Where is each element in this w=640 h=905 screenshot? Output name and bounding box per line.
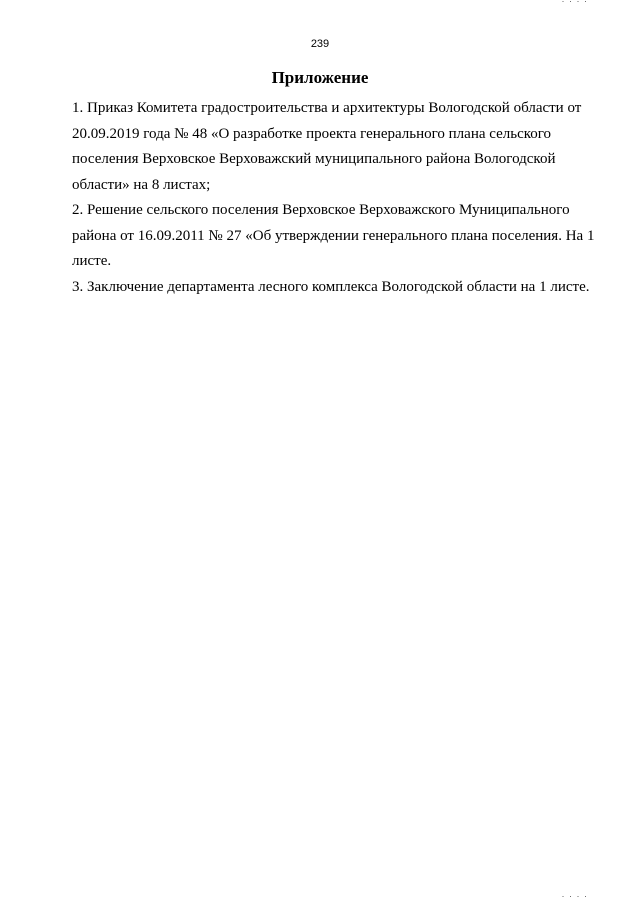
list-item: 1. Приказ Комитета градостроительства и архитектуры Вологодской области от 20.09.2019 года № 48 «О разработке проекта генерального плана сельского поселения Верховское Верховажский муниципального района Вологодской области» на 8 листах; bbox=[72, 100, 582, 193]
scan-artifact-bottom: · · · · bbox=[561, 891, 588, 901]
list-item: 2. Решение сельского поселения Верховское Верховажского Муниципального района от 16.09.2011 № 27 «Об утверждении генерального плана поселения. На 1 листе. bbox=[72, 202, 595, 269]
page-title: Приложение bbox=[271, 68, 369, 87]
scan-artifact-top: · · · · bbox=[561, 0, 588, 6]
page-number: 239 bbox=[310, 38, 330, 50]
appendix-list bbox=[72, 96, 612, 300]
list-item: 3. Заключение департамента лесного комплекса Вологодской области на 1 листе. bbox=[72, 278, 590, 295]
